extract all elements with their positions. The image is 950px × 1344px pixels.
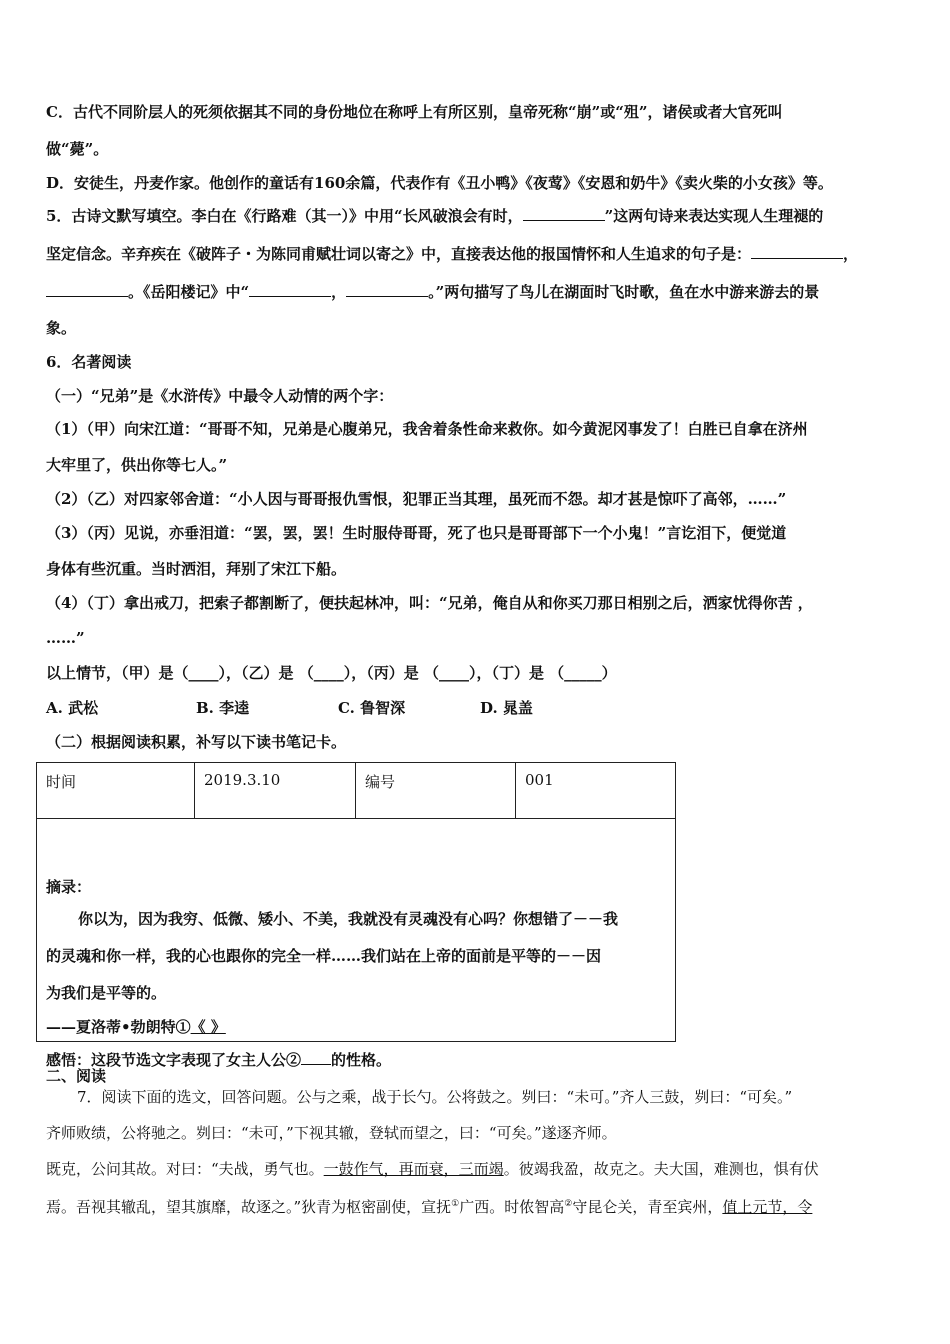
option-c-line1: C．古代不同阶层人的死须依据其不同的身份地位在称呼上有所区别，皇帝死称“崩”或“殂”，诸侯或者大官死叫 <box>46 103 783 121</box>
text-segment: 焉。吾视其辙乱，望其旗靡，故逐之。”狄青为枢密副使，宣抚 <box>46 1198 452 1216</box>
footnote-2: ② <box>564 1199 573 1209</box>
question-5-line3 <box>46 282 819 302</box>
text-segment: 守昆仑关，青至宾州， <box>572 1198 723 1216</box>
question-7-line2: 齐师败绩，公将驰之。刿曰：“未可，”下视其辙，登轼而望之，曰：“可矣。”遂逐齐师。 <box>46 1124 617 1142</box>
q5-text-a: 5．古诗文默写填空。李白在《行路难（其一）》中用“长风破浪会有时， <box>46 207 523 225</box>
text-segment: 。彼竭我盈，故克之。夫大国，难测也，惧有伏 <box>503 1160 819 1178</box>
excerpt-1-line2: 大牢里了，供出你等七人。” <box>46 456 228 474</box>
excerpt-4-line2: ……” <box>46 629 85 647</box>
text-segment: 既克，公问其故。对曰：“夫战，勇气也。 <box>46 1160 324 1178</box>
question-5-line1 <box>46 206 823 226</box>
q5-text-b: ， <box>331 283 347 301</box>
option-c[interactable]: C. 鲁智深 <box>338 699 406 717</box>
excerpt-1-line1: （1）（甲）向宋江道：“哥哥不知，兄弟是心腹弟兄，我舍着条性命来救你。如今黄泥冈事发了！白胜已自拿在济州 <box>46 420 808 438</box>
trait-blank[interactable] <box>301 1050 331 1065</box>
excerpt-2: （2）（乙）对四家邻舍道：“小人因与哥哥报仇雪恨，犯罪正当其理，虽死而不怨。却才甚是惊吓了高邻，……” <box>46 490 787 508</box>
answer-blank[interactable] <box>346 282 428 297</box>
author-name: ——夏洛蒂•勃朗特① <box>46 1018 191 1036</box>
time-value: 2019.3.10 <box>195 763 356 819</box>
option-c-line2: 做“薨”。 <box>46 140 109 158</box>
answer-blank[interactable] <box>751 244 843 259</box>
number-label: 编号 <box>356 763 516 819</box>
time-label: 时间 <box>37 763 195 819</box>
reflection-end: 的性格。 <box>331 1051 392 1069</box>
excerpt-label: 摘录： <box>46 878 92 896</box>
answer-blank[interactable] <box>46 282 128 297</box>
footnote-1: ① <box>451 1199 460 1209</box>
question-7-line4 <box>46 1194 812 1217</box>
option-d: D．安徒生，丹麦作家。他创作的童话有160余篇，代表作有《丑小鸭》《夜莺》《安恩和奶牛》《卖火柴的小女孩》等。 <box>46 174 833 192</box>
author-line <box>46 1017 226 1037</box>
question-7-line1: 7．阅读下面的选文，回答问题。公与之乘，战于长勺。公将鼓之。刿曰：“未可。”齐人三鼓，刿曰：“可矣。” <box>77 1088 793 1106</box>
q5-text-c: 。”两句描写了鸟儿在湖面时飞时歌，鱼在水中游来游去的景 <box>428 283 820 301</box>
q5-text-b: ”这两句诗来表达实现人生理褪的 <box>604 207 824 225</box>
underlined-phrase: 值上元节，令 <box>722 1198 813 1216</box>
text-segment: 广西。时侬智高 <box>459 1198 565 1216</box>
excerpt-line-3: 为我们是平等的。 <box>46 984 167 1002</box>
excerpt-line-2: 的灵魂和你一样，我的心也跟你的完全一样……我们站在上帝的面前是平等的－－因 <box>46 947 602 965</box>
excerpt-3-line1: （3）（丙）见说，亦垂泪道：“罢，罢，罢！生时服侍哥哥，死了也只是哥哥部下一个小鬼！”言讫泪下，便觉道 <box>46 524 787 542</box>
reflection-text: 感悟：这段节选文字表现了女主人公② <box>46 1051 302 1069</box>
option-b[interactable]: B. 李逵 <box>196 699 250 717</box>
option-d[interactable]: D. 晁盖 <box>480 699 533 717</box>
excerpt-line-1: 你以为，因为我穷、低微、矮小、不美，我就没有灵魂没有心吗？你想错了－－我 <box>78 910 619 928</box>
answer-blank[interactable] <box>523 206 605 221</box>
question-6-title: 6．名著阅读 <box>46 353 132 371</box>
question-5-line4: 象。 <box>46 319 77 337</box>
excerpt-3-line2: 身体有些沉重。当时洒泪，拜别了宋江下船。 <box>46 560 347 578</box>
part-1-intro: （一）“兄弟”是《水浒传》中最令人动情的两个字： <box>46 387 394 405</box>
q5-text-b: ， <box>843 245 859 263</box>
option-a[interactable]: A. 武松 <box>46 699 99 717</box>
part-2-intro: （二）根据阅读积累，补写以下读书笔记卡。 <box>46 733 347 751</box>
number-value: 001 <box>516 763 676 819</box>
question-7-line3 <box>46 1159 819 1179</box>
q5-text-a: 坚定信念。辛弃疾在《破阵子・为陈同甫赋壮词以寄之》中，直接表达他的报国情怀和人生追求的句子是： <box>46 245 752 263</box>
underlined-phrase: 一鼓作气，再而衰，三而竭 <box>323 1160 504 1178</box>
match-question: 以上情节，（甲）是（____），（乙）是 （____），（丙）是 （____），（丁）是 （_____） <box>46 664 617 682</box>
excerpt-4-line1: （4）（丁）拿出戒刀，把索子都割断了，便扶起林冲，叫：“兄弟，俺自从和你买刀那日相别之后，洒家忧得你苦 ， <box>46 594 813 612</box>
reading-note-card <box>36 762 676 1069</box>
book-title-blank[interactable]: 《 》 <box>190 1018 226 1036</box>
question-5-line2 <box>46 244 858 264</box>
answer-blank[interactable] <box>249 282 331 297</box>
section-2-title: 二、阅读 <box>46 1067 107 1085</box>
excerpt-cell <box>37 819 676 1069</box>
q5-text-a: 。《岳阳楼记》中“ <box>128 283 250 301</box>
